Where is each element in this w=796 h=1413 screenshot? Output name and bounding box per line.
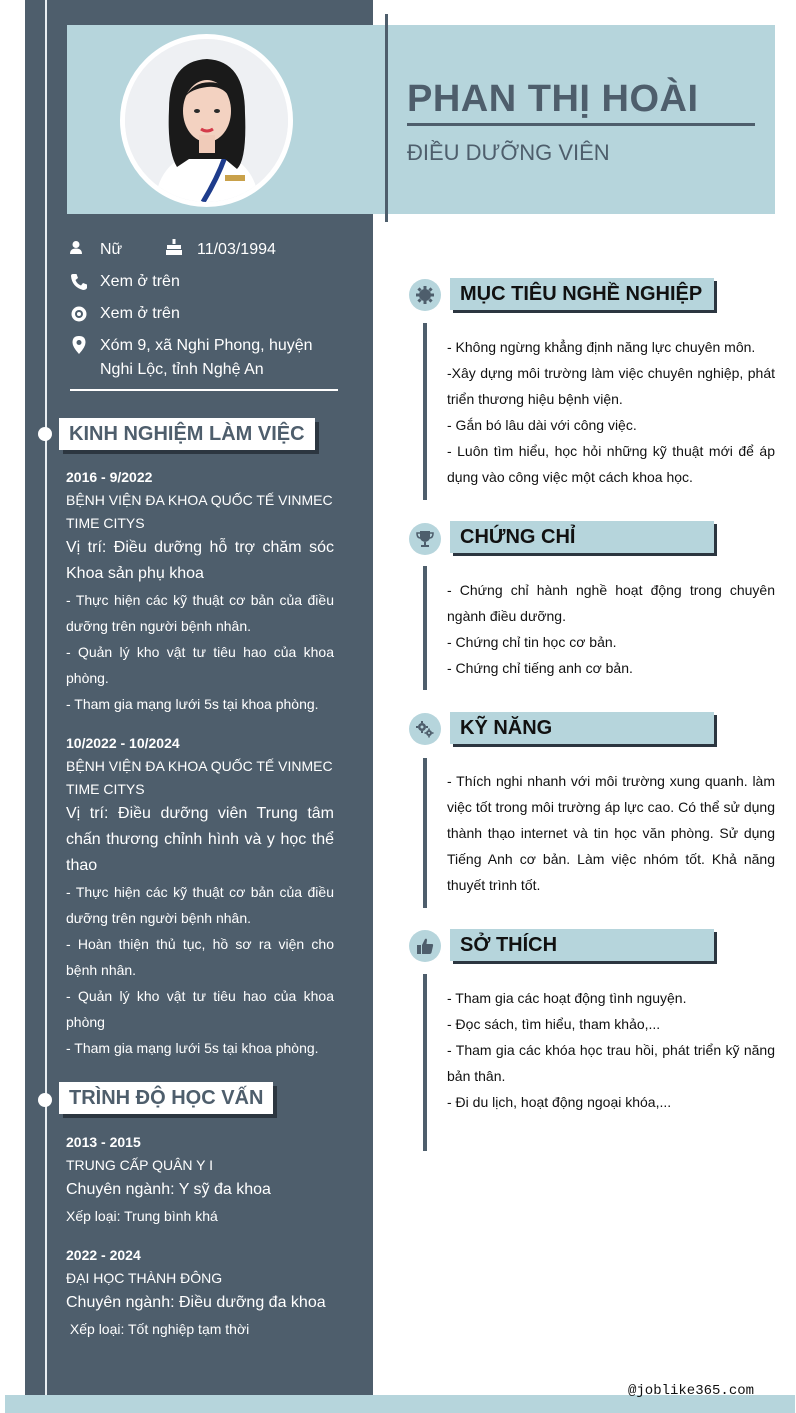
education-grade: Xếp loại: Tốt nghiệp tạm thời bbox=[66, 1321, 250, 1337]
education-date: 2022 - 2024 bbox=[66, 1247, 141, 1263]
certificate-line: - Chứng chỉ tiếng anh cơ bản. bbox=[447, 660, 633, 676]
certificates-bar bbox=[423, 566, 427, 690]
objective-line: - Không ngừng khẳng định năng lực chuyên môn. bbox=[447, 339, 756, 355]
experience-bullet: - Hoàn thiện thủ tục, hồ sơ ra viện cho bệnh nhân. bbox=[66, 936, 334, 978]
experience-position: Vị trí: Điều dưỡng viên Trung tâm chấn thương chỉnh hình và y học thể thao bbox=[66, 805, 334, 874]
objective-bar bbox=[423, 323, 427, 500]
education-item bbox=[66, 1243, 334, 1342]
hobbies-heading: SỞ THÍCH bbox=[450, 929, 714, 961]
birthdate-value: 11/03/1994 bbox=[197, 241, 276, 258]
name-underline bbox=[407, 123, 755, 126]
map-pin-icon bbox=[70, 336, 88, 354]
phone-icon bbox=[70, 273, 88, 291]
objective-content bbox=[447, 334, 775, 490]
objective-line: - Luôn tìm hiểu, học hỏi những kỹ thuật mới để áp dụng vào công việc một cách khoa học. bbox=[447, 443, 775, 485]
experience-org: BỆNH VIỆN ĐA KHOA QUỐC TẾ VINMEC bbox=[66, 492, 333, 508]
experience-bullet: - Tham gia mạng lưới 5s tại khoa phòng. bbox=[66, 1040, 319, 1056]
objective-line: -Xây dựng môi trường làm việc chuyên nghiệp, phát triển thương hiệu bệnh viện. bbox=[447, 365, 775, 407]
skills-icon-badge bbox=[409, 713, 441, 745]
header-divider bbox=[385, 14, 388, 222]
certificates-heading: CHỨNG CHỈ bbox=[450, 521, 714, 553]
hobby-line: - Tham gia các hoạt động tình nguyện. bbox=[447, 990, 687, 1006]
education-item bbox=[66, 1130, 334, 1229]
experience-org: BỆNH VIỆN ĐA KHOA QUỐC TẾ VINMEC bbox=[66, 758, 333, 774]
trophy-icon bbox=[416, 530, 434, 548]
user-icon bbox=[70, 240, 88, 258]
candidate-name: PHAN THỊ HOÀI bbox=[407, 78, 699, 120]
certificate-line: - Chứng chỉ hành nghề hoạt động trong chuyên ngành điều dưỡng. bbox=[447, 582, 775, 624]
hobbies-content bbox=[447, 985, 775, 1115]
hobbies-bar bbox=[423, 974, 427, 1151]
cake-icon bbox=[165, 238, 183, 256]
experience-bullet: - Tham gia mạng lưới 5s tại khoa phòng. bbox=[66, 696, 319, 712]
certificates-icon-badge bbox=[409, 523, 441, 555]
email-value: Xem ở trên bbox=[100, 305, 180, 322]
footer-watermark[interactable]: @joblike365.com bbox=[628, 1383, 755, 1399]
experience-bullet: - Thực hiện các kỹ thuật cơ bản của điều dưỡng trên người bệnh nhân. bbox=[66, 884, 334, 926]
experience-heading: KINH NGHIỆM LÀM VIỆC bbox=[59, 418, 315, 450]
experience-item bbox=[66, 465, 334, 717]
skills-heading: KỸ NĂNG bbox=[450, 712, 714, 744]
phone-value: Xem ở trên bbox=[100, 273, 180, 290]
contact-divider bbox=[70, 389, 338, 391]
experience-bullet: - Quản lý kho vật tư tiêu hao của khoa phòng bbox=[66, 988, 334, 1030]
hobby-line: - Tham gia các khóa học trau hồi, phát triển kỹ năng bản thân. bbox=[447, 1042, 775, 1084]
experience-bullet: - Thực hiện các kỹ thuật cơ bản của điều dưỡng trên người bệnh nhân. bbox=[66, 592, 334, 634]
address-line-1: Xóm 9, xã Nghi Phong, huyện bbox=[100, 337, 313, 354]
hobby-line: - Đọc sách, tìm hiểu, tham khảo,... bbox=[447, 1016, 661, 1032]
experience-item bbox=[66, 731, 334, 1061]
education-school: ĐẠI HỌC THÀNH ĐÔNG bbox=[66, 1270, 223, 1286]
objective-icon-badge bbox=[409, 279, 441, 311]
education-heading: TRÌNH ĐỘ HỌC VẤN bbox=[59, 1082, 273, 1114]
experience-bullet: - Quản lý kho vật tư tiêu hao của khoa phòng. bbox=[66, 644, 334, 686]
timeline-dot bbox=[38, 1093, 52, 1107]
experience-position: Vị trí: Điều dưỡng hỗ trợ chăm sóc Khoa sản phụ khoa bbox=[66, 539, 334, 582]
education-school: TRUNG CẤP QUÂN Y I bbox=[66, 1157, 214, 1173]
timeline-dot bbox=[38, 427, 52, 441]
education-date: 2013 - 2015 bbox=[66, 1134, 141, 1150]
gears-icon bbox=[416, 720, 434, 738]
avatar-portrait bbox=[125, 39, 288, 202]
objective-line: - Gắn bó lâu dài với công việc. bbox=[447, 417, 637, 433]
education-major: Chuyên ngành: Y sỹ đa khoa bbox=[66, 1181, 271, 1198]
experience-date: 10/2022 - 10/2024 bbox=[66, 735, 180, 751]
gear-icon bbox=[416, 286, 434, 304]
skills-text: - Thích nghi nhanh với môi trường xung quanh. làm việc tốt trong môi trường áp lực cao. Có thể sử dụng thành thạo internet và tin học văn phòng. Sử dụng Tiếng Anh cơ bản. Làm việc nhóm tốt. Khả năng thuyết trình tốt. bbox=[447, 773, 775, 893]
sidebar-timeline-line bbox=[45, 0, 47, 1413]
address-line-2: Nghi Lộc, tỉnh Nghệ An bbox=[100, 361, 264, 378]
gender-value: Nữ bbox=[100, 241, 123, 258]
thumbs-up-icon bbox=[416, 937, 434, 955]
hobbies-icon-badge bbox=[409, 930, 441, 962]
objective-heading: MỤC TIÊU NGHỀ NGHIỆP bbox=[450, 278, 714, 310]
job-title: ĐIỀU DƯỠNG VIÊN bbox=[407, 140, 610, 165]
avatar bbox=[120, 34, 293, 207]
experience-date: 2016 - 9/2022 bbox=[66, 469, 153, 485]
experience-org-cont: TIME CITYS bbox=[66, 781, 145, 797]
education-grade: Xếp loại: Trung bình khá bbox=[66, 1208, 218, 1224]
certificate-line: - Chứng chỉ tin học cơ bản. bbox=[447, 634, 617, 650]
experience-org-cont: TIME CITYS bbox=[66, 515, 145, 531]
at-sign-icon bbox=[70, 305, 88, 323]
education-major: Chuyên ngành: Điều dưỡng đa khoa bbox=[66, 1294, 326, 1311]
skills-bar bbox=[423, 758, 427, 908]
hobby-line: - Đi du lịch, hoạt động ngoại khóa,... bbox=[447, 1094, 672, 1110]
certificates-content bbox=[447, 577, 775, 681]
